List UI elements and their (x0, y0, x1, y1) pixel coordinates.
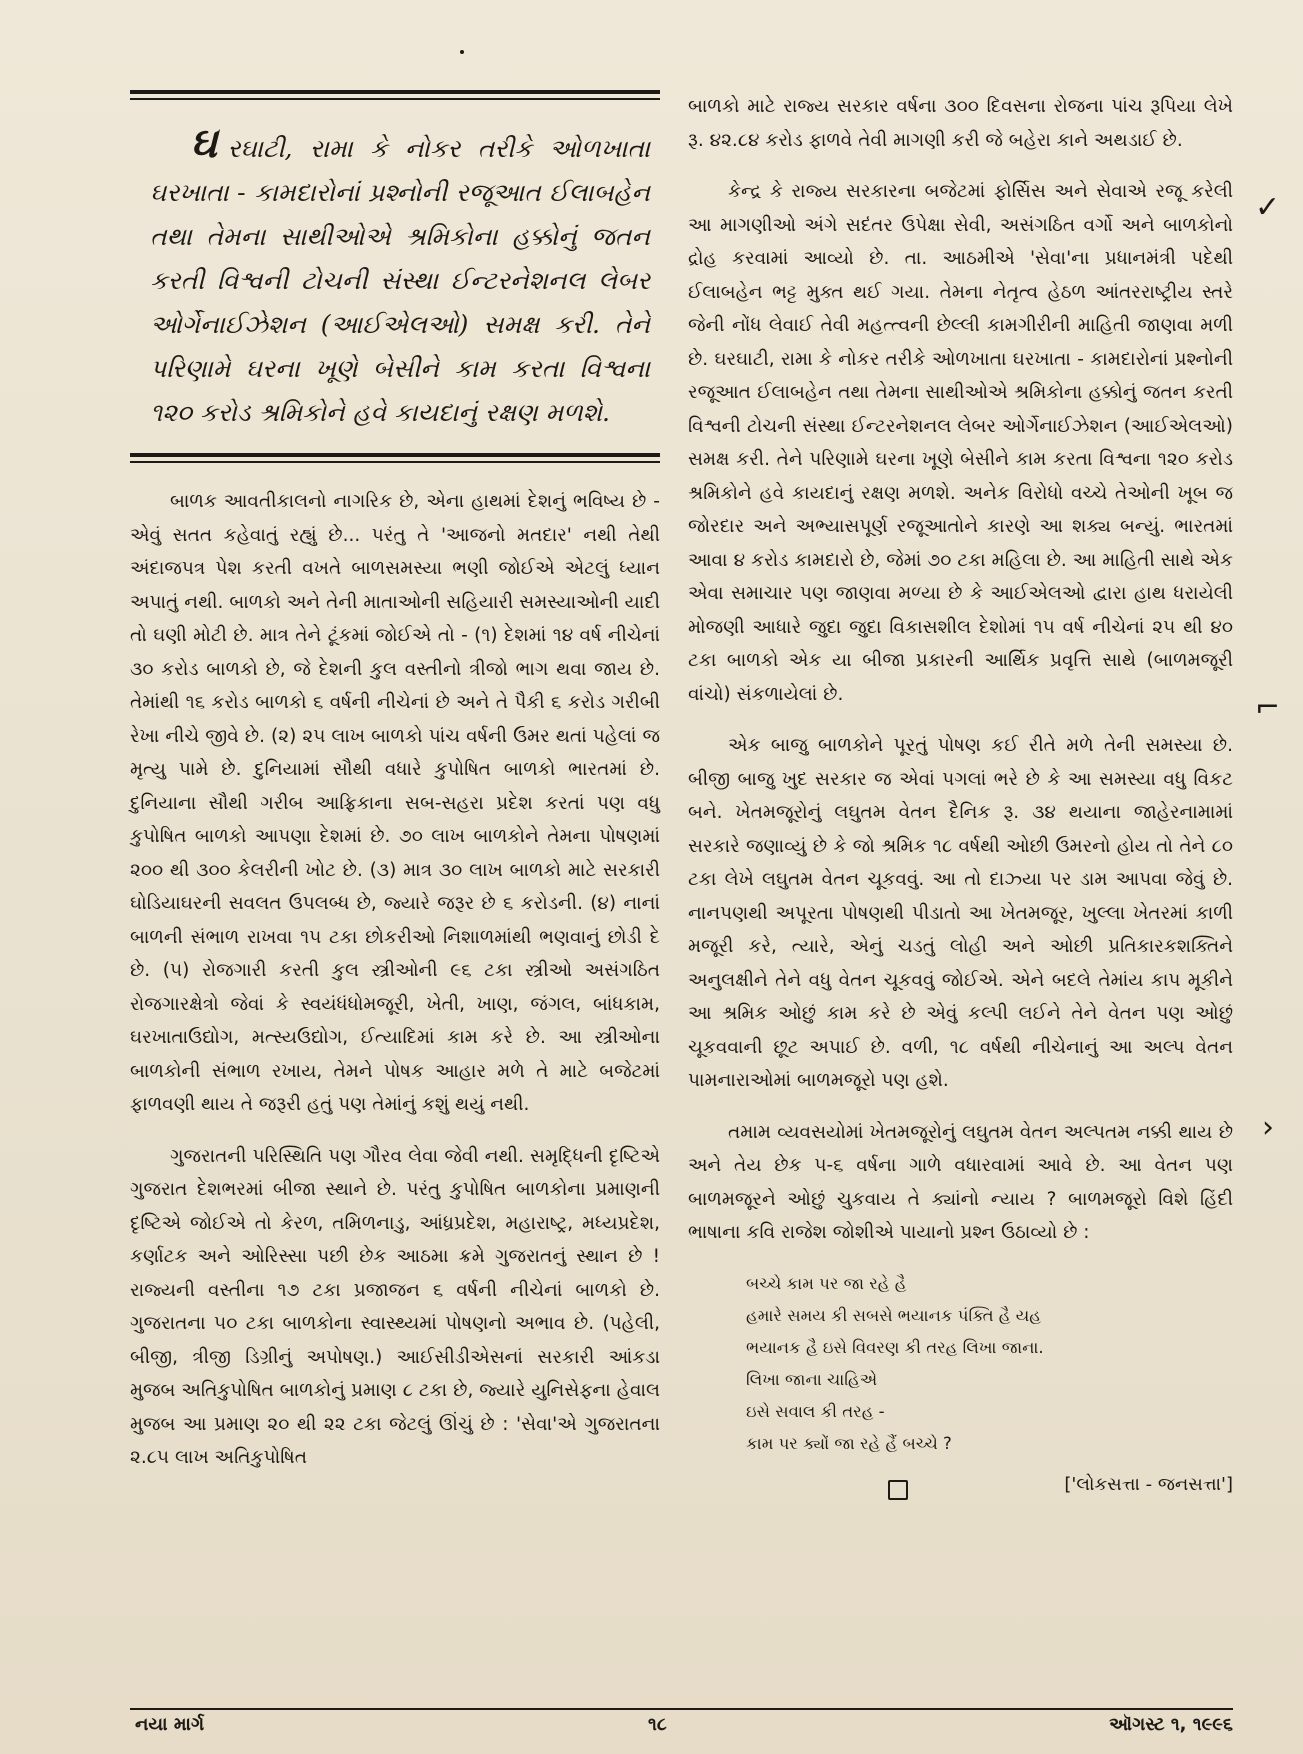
margin-mark-icon: ⌐ (1255, 690, 1281, 725)
left-paragraph-2: ગુજરાતની પરિસ્થિતિ પણ ગૌરવ લેવા જેવી નથી. સમૃદ્ધિની દૃષ્ટિએ ગુજરાત દેશભરમાં બીજા સ્થાને છે. પરંતુ કુપોષિત બાળકોના પ્રમાણની દૃષ્ટિએ જોઈએ તો કેરળ, તમિળનાડુ, આંધ્રપ્રદેશ, મહારાષ્ટ્ર, મધ્યપ્રદેશ, કર્ણાટક અને ઓરિસ્સા પછી છેક આઠમા ક્રમે ગુજરાતનું સ્થાન છે ! રાજ્યની વસ્તીના ૧૭ ટકા પ્રજાજન ૬ વર્ષની નીચેનાં બાળકો છે. ગુજરાતના ૫૦ ટકા બાળકોના સ્વાસ્થ્યમાં પોષણનો અભાવ છે. (પહેલી, બીજી, ત્રીજી ડિગ્રીનું અપોષણ.) આઈસીડીએસનાં સરકારી આંકડા મુજબ અતિકુપોષિત બાળકોનું પ્રમાણ ૮ ટકા છે, જ્યારે યુનિસેફના હેવાલ મુજબ આ પ્રમાણ ૨૦ થી ૨૨ ટકા જેટલું ઊંચું છે : 'સેવા'એ ગુજરાતના ૨.૮૫ લાખ અતિકુપોષિત (130, 1145, 660, 1468)
pullquote (130, 118, 660, 435)
footer-date: ઑગસ્ટ ૧, ૧૯૯૬ (1109, 1714, 1233, 1735)
end-mark-icon (888, 1480, 908, 1500)
margin-mark-icon: › (1262, 1110, 1274, 1145)
right-column (688, 90, 1233, 1512)
right-paragraph-4: તમામ વ્યવસયોમાં ખેતમજૂરોનું લઘુતમ વેતન અલ્પતમ નક્કી થાય છે અને તેય છેક ૫-૬ વર્ષના ગાળે વધારવામાં આવે છે. આ વેતન પણ બાળમજૂરને ઓછું ચુકવાય તે ક્યાંનો ન્યાય ? બાળમજૂરો વિશે હિંદી ભાષાના કવિ રાજેશ જોશીએ પાયાનો પ્રશ્ન ઉઠાવ્યો છે : (688, 1121, 1233, 1243)
left-column (130, 90, 660, 1493)
pullquote-bottom-rule (130, 453, 660, 463)
right-paragraph-2: કેન્દ્ર કે રાજ્ય સરકારના બજેટમાં ફોર્સિસ અને સેવાએ રજૂ કરેલી આ માગણીઓ અંગે સદંતર ઉપેક્ષા સેવી, અસંગઠિત વર્ગો અને બાળકોનો દ્રોહ કરવામાં આવ્યો છે. તા. આઠમીએ 'સેવા'ના પ્રધાનમંત્રી પદેથી ઈલાબહેન ભટ્ટ મુક્ત થઈ ગયા. તેમના નેતૃત્વ હેઠળ આંતરરાષ્ટ્રીય સ્તરે જેની નોંધ લેવાઈ તેવી મહત્ત્વની છેલ્લી કામગીરીની માહિતી જાણવા મળી છે. ઘરઘાટી, રામા કે નોકર તરીકે ઓળખાતા ઘરખાતા - કામદારોનાં પ્રશ્નોની રજૂઆત ઈલાબહેન તથા તેમના સાથીઓએ શ્રમિકોના હક્કોનું જતન કરતી વિશ્વની ટોચની સંસ્થા ઈન્ટરનેશનલ લેબર ઓર્ગેનાઈઝેશન (આઈએલઓ) સમક્ષ કરી. તેને પરિણામે ઘરના ખૂણે બેસીને કામ કરતા વિશ્વના ૧૨૦ કરોડ શ્રમિકોને હવે કાયદાનું રક્ષણ મળશે. અનેક વિરોધો વચ્ચે તેઓની ખૂબ જ જોરદાર અને અભ્યાસપૂર્ણ રજૂઆતોને કારણે આ શક્ય બન્યું. ભારતમાં આવા ૪ કરોડ કામદારો છે, જેમાં ૭૦ ટકા મહિલા છે. આ માહિતી સાથે એક એવા સમાચાર પણ જાણવા મળ્યા છે કે આઈએલઓ દ્વારા હાથ ધરાયેલી મોજણી આધારે જુદા જુદા વિકાસશીલ દેશોમાં ૧૫ વર્ષ નીચેનાં ૨૫ થી ૪૦ ટકા બાળકો એક યા બીજા પ્રકારની આર્થિક પ્રવૃત્તિ સાથે (બાળમજૂરી વાંચો) સંકળાયેલાં છે. (688, 181, 1233, 705)
poem-line: હમારે સમય કી સબસે ભયાનક પંક્તિ હૈ યહ (746, 1305, 1041, 1325)
pullquote-dropcap: ઘ (190, 118, 218, 167)
footer-rule (130, 1708, 1233, 1710)
poem-line: લિખા જાના ચાહિએ (746, 1369, 878, 1389)
poem-line: કામ પર ક્યોં જા રહે હૈં બચ્ચે ? (746, 1433, 952, 1453)
footer-magazine-name: નયા માર્ગ (135, 1714, 205, 1735)
source-credit: ['લોકસત્તા - જનસત્તા'] (1064, 1473, 1233, 1495)
poem-line: બચ્ચે કામ પર જા રહે હૈ (746, 1273, 907, 1293)
footer-page-number: ૧૮ (648, 1714, 667, 1735)
poem-line: ભયાનક હૈ ઇસે વિવરણ કી તરહ લિખા જાના. (746, 1337, 1044, 1357)
pullquote-top-rule (130, 90, 660, 100)
margin-mark-icon: ✓ (1255, 190, 1281, 225)
right-paragraph-1: બાળકો માટે રાજ્ય સરકાર વર્ષના ૩૦૦ દિવસના રોજના પાંચ રૂપિયા લેખે રૂ. ૪૨.૮૪ કરોડ ફાળવે તેવી માગણી કરી જે બહેરા કાને અથડાઈ છે. (688, 96, 1233, 151)
left-paragraph-1: બાળક આવતીકાલનો નાગરિક છે, એના હાથમાં દેશનું ભવિષ્ય છે - એવું સતત કહેવાતું રહ્યું છે... પરંતુ તે 'આજનો મતદાર' નથી તેથી અંદાજપત્ર પેશ કરતી વખતે બાળસમસ્યા ભણી જોઈએ એટલું ધ્યાન અપાતું નથી. બાળકો અને તેની માતાઓની સહિયારી સમસ્યાઓની યાદી તો ઘણી મોટી છે. માત્ર તેને ટૂંકમાં જોઈએ તો - (૧) દેશમાં ૧૪ વર્ષ નીચેનાં ૩૦ કરોડ બાળકો છે, જે દેશની કુલ વસ્તીનો ત્રીજો ભાગ થવા જાય છે. તેમાંથી ૧૬ કરોડ બાળકો ૬ વર્ષની નીચેનાં છે અને તે પૈકી ૬ કરોડ ગરીબી રેખા નીચે જીવે છે. (૨) ૨૫ લાખ બાળકો પાંચ વર્ષની ઉમર થતાં પહેલાં જ મૃત્યુ પામે છે. દુનિયામાં સૌથી વધારે કુપોષિત બાળકો ભારતમાં છે. દુનિયાના સૌથી ગરીબ આફ્રિકાના સબ-સહરા પ્રદેશ કરતાં પણ વધુ કુપોષિત બાળકો આપણા દેશમાં છે. ૭૦ લાખ બાળકોને તેમના પોષણમાં ૨૦૦ થી ૩૦૦ કેલરીની ખોટ છે. (૩) માત્ર ૩૦ લાખ બાળકો માટે સરકારી ઘોડિયાઘરની સવલત ઉપલબ્ધ છે, જ્યારે જરૂર છે ૬ કરોડની. (૪) નાનાં બાળની સંભાળ રાખવા ૧૫ ટકા છોકરીઓ નિશાળમાંથી ભણવાનું છોડી દે છે. (૫) રોજગારી કરતી કુલ સ્ત્રીઓની ૯૬ ટકા સ્ત્રીઓ અસંગઠિત રોજગારક્ષેત્રો જેવાં કે સ્વયંધંધોમજૂરી, ખેતી, ખાણ, જંગલ, બાંધકામ, ઘરખાતાઉદ્યોગ, મત્સ્યઉદ્યોગ, ઈત્યાદિમાં કામ કરે છે. આ સ્ત્રીઓના બાળકોની સંભાળ રખાય, તેમને પોષક આહાર મળે તે માટે બજેટમાં ફાળવણી થાય તે જરૂરી હતું પણ તેમાંનું કશું થયું નથી. (130, 491, 660, 1115)
right-paragraph-3: એક બાજુ બાળકોને પૂરતું પોષણ કઈ રીતે મળે તેની સમસ્યા છે. બીજી બાજુ ખુદ સરકાર જ એવાં પગલાં ભરે છે કે આ સમસ્યા વધુ વિકટ બને. ખેતમજૂરોનું લઘુતમ વેતન દૈનિક રૂ. ૩૪ થયાના જાહેરનામામાં સરકારે જણાવ્યું છે કે જો શ્રમિક ૧૮ વર્ષથી ઓછી ઉમરનો હોય તો તેને ૮૦ ટકા લેખે લઘુતમ વેતન ચૂકવવું. આ તો દાઝ્યા પર ડામ આપવા જેવું છે. નાનપણથી અપૂરતા પોષણથી પીડાતો આ ખેતમજૂર, ખુલ્લા ખેતરમાં કાળી મજૂરી કરે, ત્યારે, એનું ચડતું લોહી અને ઓછી પ્રતિકારકશક્તિને અનુલક્ષીને તેને વધુ વેતન ચૂકવવું જોઈએ. એને બદલે તેમાંય કાપ મૂકીને આ શ્રમિક ઓછું કામ કરે છે એવું કલ્પી લઈને તેને વેતન પણ ઓછું ચૂકવવાની છૂટ અપાઈ છે. વળી, ૧૮ વર્ષથી નીચેનાનું આ અલ્પ વેતન પામનારાઓમાં બાળમજૂરો પણ હશે. (688, 735, 1233, 1091)
ink-dot (460, 50, 464, 54)
article-end-row (688, 1473, 1233, 1512)
pullquote-text: રઘાટી, રામા કે નોકર તરીકે ઓળખાતા ઘરખાતા - કામદારોનાં પ્રશ્નોની રજૂઆત ઈલાબહેન તથા તેમના સાથીઓએ શ્રમિકોના હક્કોનું જતન કરતી વિશ્વની ટોચની સંસ્થા ઈન્ટરનેશનલ લેબર ઓર્ગેનાઈઝેશન (આઈએલઓ) સમક્ષ કરી. તેને પરિણામે ઘરના ખૂણે બેસીને કામ કરતા વિશ્વના ૧૨૦ કરોડ શ્રમિકોને હવે કાયદાનું રક્ષણ મળશે. (150, 134, 650, 427)
poem-line: ઇસે સવાલ કી તરહ - (746, 1401, 885, 1421)
hindi-poem (746, 1268, 1233, 1460)
